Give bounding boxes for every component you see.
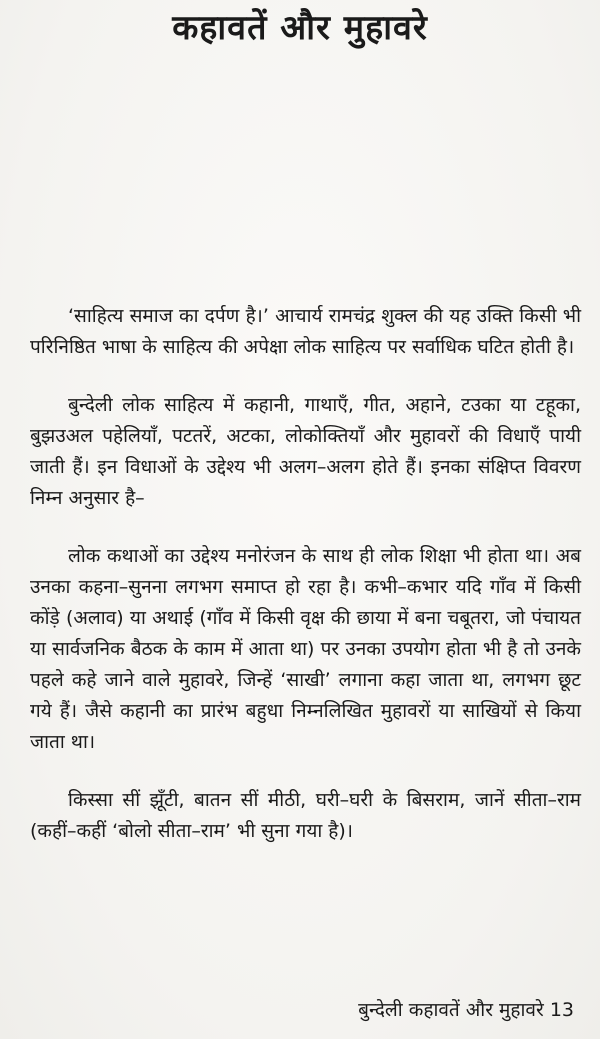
page-body xyxy=(30,301,581,874)
paragraph-4: किस्सा सीं झूँटी, बातन सीं मीठी, घरी–घरी के बिसराम, जानें सीता–राम (कहीं–कहीं ‘बोलो सीता–राम’ भी सुना गया है)। xyxy=(30,789,581,842)
footer-book-title: बुन्देली कहावतें और मुहावरे xyxy=(358,999,544,1021)
paragraph-2: बुन्देली लोक साहित्य में कहानी, गाथाएँ, गीत, अहाने, टउका या टहूका, बुझउअल पहेलियाँ, पटतरें, अटका, लोकोक्तियाँ और मुहावरों की विधाएँ पायी जाती हैं। इन विधाओं के उद्देश्य भी अलग–अलग होते हैं। इनका संक्षिप्त विवरण निम्न अनुसार है– xyxy=(30,394,581,509)
page-footer xyxy=(358,997,574,1023)
page-title: कहावतें और मुहावरे xyxy=(172,8,428,48)
paragraph-3: लोक कथाओं का उद्देश्य मनोरंजन के साथ ही लोक शिक्षा भी होता था। अब उनका कहना–सुनना लगभग समाप्त हो रहा है। कभी–कभार यदि गाँव में किसी कोंड़े (अलाव) या अथाई (गाँव में किसी वृक्ष की छाया में बना चबूतरा, जो पंचायत या सार्वजनिक बैठक के काम में आता था) पर उनका उपयोग होता भी है तो उनके पहले कहे जाने वाले मुहावरे, जिन्हें ‘साखी’ लगाना कहा जाता था, लगभग छूट गये हैं। जैसे कहानी का प्रारंभ बहुधा निम्नलिखित मुहावरों या साखियों से किया जाता था। xyxy=(30,545,581,753)
page-number: 13 xyxy=(549,999,574,1021)
paragraph-1: ‘साहित्य समाज का दर्पण है।’ आचार्य रामचंद्र शुक्ल की यह उक्ति किसी भी परिनिष्ठित भाषा के साहित्य की अपेक्षा लोक साहित्य पर सर्वाधिक घटित होती है। xyxy=(30,305,581,358)
